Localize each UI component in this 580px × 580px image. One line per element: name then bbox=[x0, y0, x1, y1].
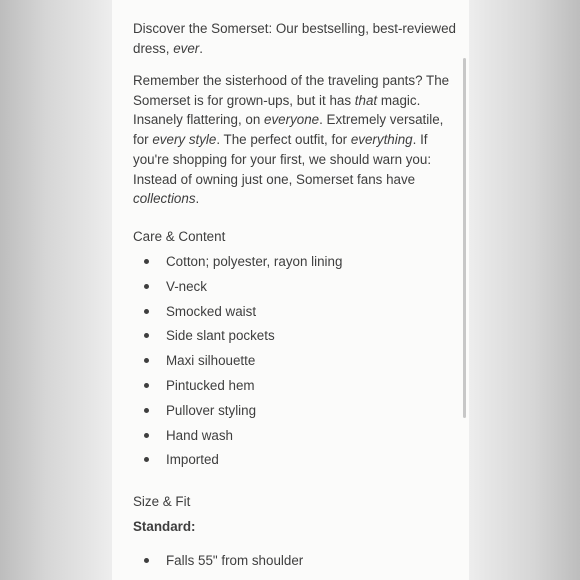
standard-size-label: Standard: bbox=[133, 519, 196, 534]
care-content-heading: Care & Content bbox=[133, 229, 226, 244]
product-details-panel[interactable] bbox=[112, 0, 469, 580]
description-emphasis: every style bbox=[152, 132, 217, 148]
description-text: magic. Insanely flattering, on bbox=[133, 92, 421, 128]
bullet-icon bbox=[144, 259, 149, 264]
scrollbar-thumb[interactable] bbox=[463, 58, 466, 418]
intro-paragraph bbox=[133, 19, 459, 58]
bullet-icon bbox=[144, 309, 149, 314]
list-item bbox=[133, 252, 459, 277]
description-paragraph bbox=[133, 71, 459, 209]
list-item bbox=[133, 277, 459, 302]
list-item-text: Pullover styling bbox=[166, 402, 257, 418]
intro-emphasis: ever bbox=[173, 40, 200, 56]
bullet-icon bbox=[144, 558, 149, 563]
description-emphasis: collections bbox=[133, 191, 196, 207]
list-item-text: Side slant pockets bbox=[166, 328, 275, 344]
list-item-text: Pintucked hem bbox=[166, 377, 255, 393]
list-item bbox=[133, 551, 459, 576]
list-item bbox=[133, 326, 459, 351]
list-item-text: Maxi silhouette bbox=[166, 353, 256, 369]
description-text: . Extremely versatile, for bbox=[133, 112, 444, 148]
description-text: . If you're shopping for your first, we should warn you: Instead of owning just one, Somerset fans have bbox=[133, 132, 432, 187]
list-item bbox=[133, 426, 459, 451]
bullet-icon bbox=[144, 457, 149, 462]
intro-text: Discover the Somerset: Our bestselling, best-reviewed dress, bbox=[133, 21, 456, 56]
list-item bbox=[133, 351, 459, 376]
list-item-text: Smocked waist bbox=[166, 303, 257, 319]
list-item-text: V-neck bbox=[166, 278, 207, 294]
list-item-text: Hand wash bbox=[166, 427, 233, 443]
bullet-icon bbox=[144, 408, 149, 413]
list-item-text: Imported bbox=[166, 452, 219, 468]
list-item bbox=[133, 302, 459, 327]
list-item bbox=[133, 450, 459, 475]
description-text-end: . bbox=[195, 191, 200, 207]
description-emphasis: everyone bbox=[264, 112, 320, 128]
description-text: Remember the sisterhood of the traveling pants? The Somerset is for grown-ups, but it has bbox=[133, 73, 450, 108]
description-emphasis: everything bbox=[350, 132, 413, 148]
size-fit-heading: Size & Fit bbox=[133, 494, 191, 509]
list-item bbox=[133, 376, 459, 401]
list-item-text: Falls 55" from shoulder bbox=[166, 553, 304, 568]
bullet-icon bbox=[144, 358, 149, 363]
bullet-icon bbox=[144, 284, 149, 289]
bullet-icon bbox=[144, 333, 149, 338]
description-text: . The perfect outfit, for bbox=[216, 132, 351, 148]
care-content-list bbox=[133, 252, 459, 475]
list-item bbox=[133, 401, 459, 426]
list-item-text: Cotton; polyester, rayon lining bbox=[166, 254, 343, 269]
bullet-icon bbox=[144, 383, 149, 388]
size-fit-list bbox=[133, 551, 459, 576]
description-emphasis: that bbox=[354, 92, 378, 108]
bullet-icon bbox=[144, 433, 149, 438]
intro-text-end: . bbox=[199, 40, 203, 56]
